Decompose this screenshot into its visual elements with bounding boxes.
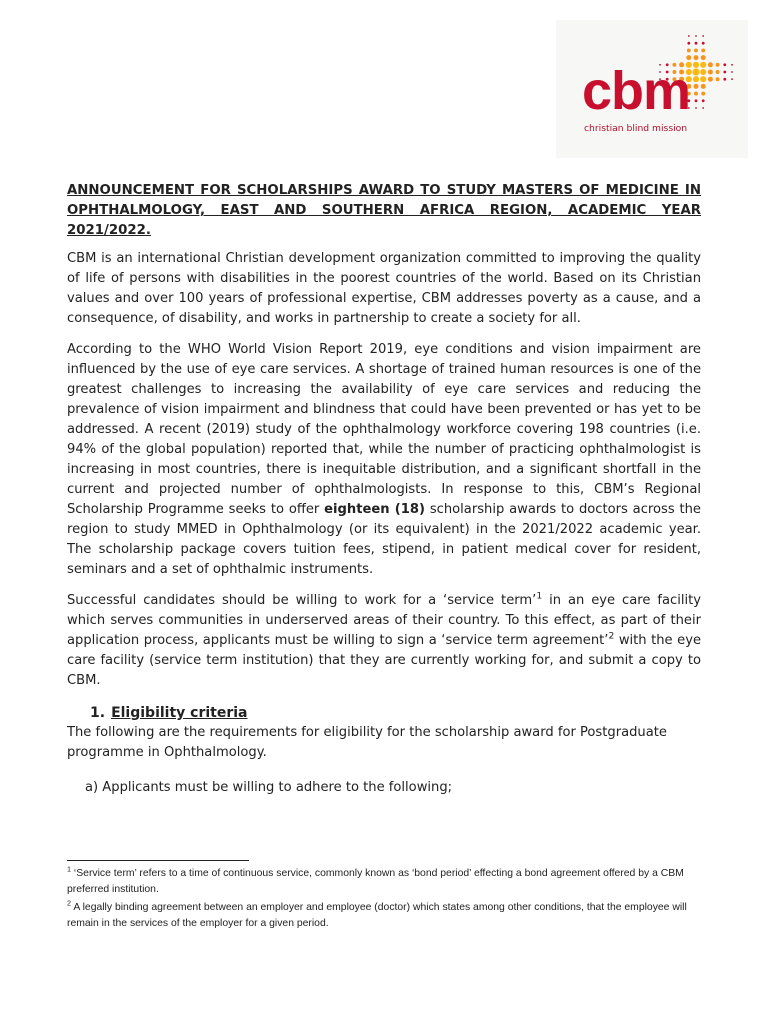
logo-dot (702, 42, 705, 45)
logo-dot (687, 42, 690, 45)
footnote-ref-2: 2 (608, 630, 615, 642)
logo-dot (693, 76, 699, 82)
eligibility-intro: The following are the requirements for eligibility for the scholarship award for Postgraduate programme in Ophthalmology. (67, 725, 667, 760)
logo-dot (702, 35, 704, 37)
footnote-text: ‘Service term’ refers to a time of continuous service, commonly known as ‘bond period’ effecting a bond agreement offered by a CBM preferred institution. (67, 868, 684, 895)
footnote-1 (67, 866, 701, 898)
logo-dot (723, 71, 726, 74)
footnote-marker: 1 (67, 864, 72, 874)
logo-dot (700, 76, 706, 82)
paragraph-background (67, 340, 701, 580)
scholarship-count: eighteen (18) (324, 502, 425, 517)
paragraph-background-text-1: According to the WHO World Vision Report 2019, eye conditions and vision impairment are influenced by the use of eye care services. A shortage of trained human resources is one of the greatest challenges to increasing the availability of eye care services and reducing the prevalence of vision impairment and blindness that could have been prevented or has yet to be addressed. A recent (2019) study of the ophthalmology workforce covering 198 countries (i.e. 94% of the global population) reported that, while the number of practicing ophthalmologist is increasing in most countries, there is inequitable distribution, and a significant shortfall in the current and projected number of ophthalmologists. In response to this, CBM’s Regional Scholarship Programme seeks to offer (67, 342, 701, 517)
logo-dot (700, 62, 706, 68)
paragraph-service-term-text-3: with the eye care facility (service term institution) that they are currently working for, and submit a copy to CBM. (67, 633, 701, 688)
logo-dot (686, 55, 691, 60)
logo-dot (708, 62, 713, 67)
logo-dot (688, 35, 690, 37)
logo-dot (731, 78, 733, 80)
logo-dot (700, 69, 706, 75)
logo-dot (695, 99, 698, 102)
section-heading-eligibility (90, 703, 701, 723)
footnote-divider (67, 860, 249, 861)
cbm-logo (556, 20, 748, 158)
footnotes (67, 866, 701, 934)
logo-dot (693, 62, 699, 68)
logo-dot (692, 68, 699, 75)
logo-tagline: christian blind mission (584, 123, 688, 134)
logo-dot (702, 99, 705, 102)
logo-dot (716, 70, 720, 74)
footnote-2 (67, 900, 701, 932)
eligibility-item-a: a) Applicants must be willing to adhere to the following; (85, 780, 453, 795)
paragraph-service-term-text-2: in an eye care facility which serves communities in underserved areas of their country. To this effect, as part of their application process, applicants must be willing to sign a ‘service term agreement’ (67, 593, 702, 648)
logo-dot (701, 84, 706, 89)
logo-dot (695, 42, 698, 45)
paragraph-about-cbm: CBM is an international Christian development organization committed to improving the quality of life of persons with disabilities in the poorest countries of the world. Based on its Christian values and over 100 years of professional expertise, CBM addresses poverty as a cause, and a consequence, of disability, and works in partnership to create a society for all. (67, 251, 701, 326)
logo-dot (723, 63, 726, 66)
logo-dot (694, 92, 698, 96)
logo-dot (695, 35, 697, 37)
section-title: Eligibility criteria (111, 705, 248, 721)
footnote-marker: 2 (67, 898, 72, 908)
logo-dot (695, 107, 697, 109)
logo-dot (701, 92, 705, 96)
logo-dot (708, 77, 713, 82)
paragraph-background-text-2: scholarship awards to doctors across the region to study MMED in Ophthalmology (or its equivalent) in the 2021/2022 academic year. The scholarship package covers tuition fees, stipend, in patient medical cover for resident, seminars and a set of ophthalmic instruments. (67, 502, 701, 577)
logo-dot (694, 55, 699, 60)
paragraph-service-term-text-1: Successful candidates should be willing to work for a ‘service term’ (67, 593, 537, 608)
logo-dot (716, 77, 720, 81)
logo-dot (701, 48, 705, 52)
logo-dot (731, 64, 733, 66)
logo-dot (731, 71, 733, 73)
announcement-title: ANNOUNCEMENT FOR SCHOLARSHIPS AWARD TO STUDY MASTERS OF MEDICINE IN OPHTHALMOLOGY, EAST AND SOUTHERN AFRICA REGION, ACADEMIC YEAR 2021/2022. (67, 183, 701, 238)
document-body (67, 181, 701, 798)
paragraph-service-term (67, 591, 701, 691)
logo-dot (708, 70, 713, 75)
footnote-ref-1: 1 (536, 590, 543, 602)
logo-wordmark: cbm (582, 61, 691, 121)
logo-dot (716, 63, 720, 67)
logo-dot (687, 48, 691, 52)
logo-dot (701, 55, 706, 60)
footnote-text: A legally binding agreement between an employer and employee (doctor) which states among other conditions, that the employee will remain in the services of the employer for a given period. (67, 902, 687, 929)
logo-dot (694, 84, 699, 89)
section-number: 1. (90, 705, 106, 721)
logo-dot (723, 78, 726, 81)
logo-dot (694, 48, 698, 52)
logo-dot (702, 107, 704, 109)
